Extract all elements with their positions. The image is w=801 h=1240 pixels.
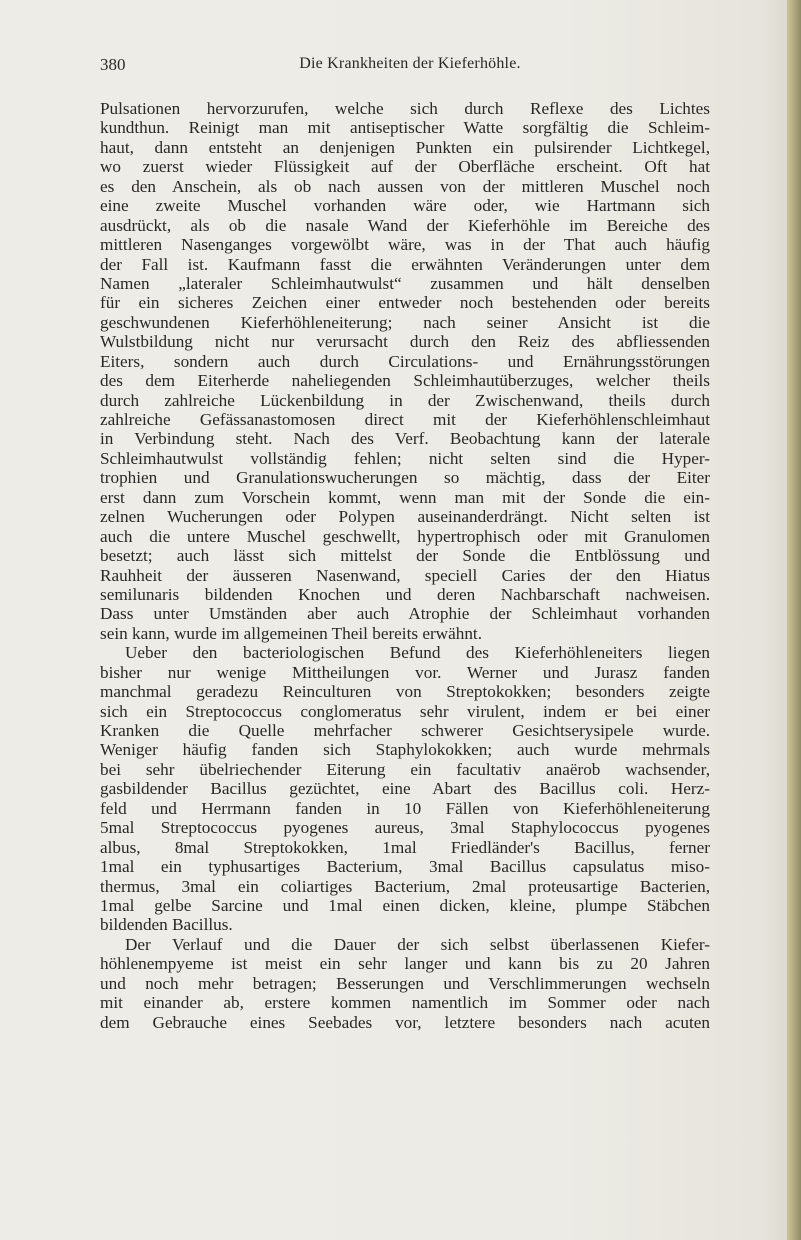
text-line: mittleren Nasenganges vorgewölbt wäre, was in der That auch häufig (100, 235, 710, 255)
text-line: geschwundenen Kieferhöhleneiterung; nach seiner Ansicht ist die (100, 312, 710, 332)
text-line: auch die untere Muschel geschwellt, hypertrophisch oder mit Granulomen (100, 526, 710, 546)
text-line: kundthun. Reinigt man mit antiseptischer Watte sorgfältig die Schleim- (100, 118, 710, 138)
text-line: es den Anschein, als ob nach aussen von der mittleren Muschel noch (100, 176, 710, 196)
text-line: Der Verlauf und die Dauer der sich selbst überlassenen Kiefer- (125, 934, 710, 954)
text-line: albus, 8mal Streptokokken, 1mal Friedländer's Bacillus, ferner (100, 837, 710, 857)
text-line: Namen „lateraler Schleimhautwulst“ zusammen und hält denselben (100, 273, 710, 293)
text-line: des dem Eiterherde naheliegenden Schleimhautüberzuges, welcher theils (100, 371, 710, 391)
text-line: thermus, 3mal ein coliartiges Bacterium, 2mal proteusartige Bacterien, (100, 876, 710, 896)
text-line: für ein sicheres Zeichen einer entweder noch bestehenden oder bereits (100, 293, 710, 313)
text-line: bisher nur wenige Mittheilungen vor. Werner und Jurasz fanden (100, 662, 710, 682)
text-line: trophien und Granulationswucherungen so mächtig, dass der Eiter (100, 468, 710, 488)
text-line: besetzt; auch lässt sich mittelst der Sonde die Entblössung und (100, 546, 710, 566)
text-line: Wulstbildung nicht nur verursacht durch den Reiz des abfliessenden (100, 332, 710, 352)
text-line: der Fall ist. Kaufmann fasst die erwähnten Veränderungen unter dem (100, 254, 710, 274)
page-header (100, 55, 720, 79)
text-line: 1mal gelbe Sarcine und 1mal einen dicken, kleine, plumpe Stäbchen (100, 895, 710, 915)
text-line: Ueber den bacteriologischen Befund des Kieferhöhleneiters liegen (125, 643, 710, 663)
text-line: in Verbindung steht. Nach des Verf. Beobachtung kann der laterale (100, 429, 710, 449)
text-line: Weniger häufig fanden sich Staphylokokken; auch wurde mehrmals (100, 740, 710, 760)
text-line: ausdrückt, als ob die nasale Wand der Kieferhöhle im Bereiche des (100, 215, 710, 235)
text-line: Schleimhautwulst vollständig fehlen; nicht selten sind die Hyper- (100, 448, 710, 468)
text-line: gasbildender Bacillus gezüchtet, eine Abart des Bacillus coli. Herz- (100, 779, 710, 799)
text-line: zahlreiche Gefässanastomosen direct mit der Kieferhöhlenschleimhaut (100, 410, 710, 429)
text-line: 5mal Streptococcus pyogenes aureus, 3mal Staphylococcus pyogenes (100, 818, 710, 838)
body-text (100, 99, 710, 1032)
text-line: sich ein Streptococcus conglomeratus sehr virulent, indem er bei einer (100, 701, 710, 721)
text-line: manchmal geradezu Reinculturen von Streptokokken; besonders zeigte (100, 682, 710, 702)
text-line: bei sehr übelriechender Eiterung ein facultativ anaërob wachsender, (100, 759, 710, 779)
text-line: durch zahlreiche Lückenbildung in der Zwischenwand, theils durch (100, 390, 710, 410)
text-line: Kranken die Quelle mehrfacher schwerer Gesichtserysipele wurde. (100, 721, 710, 740)
running-title: Die Krankheiten der Kieferhöhle. (299, 55, 521, 72)
text-line: und noch mehr betragen; Besserungen und Verschlimmerungen wechseln (100, 973, 710, 993)
text-line: Pulsationen hervorzurufen, welche sich durch Reflexe des Lichtes (100, 99, 710, 118)
text-line: zelnen Wucherungen oder Polypen auseinanderdrängt. Nicht selten ist (100, 507, 710, 527)
text-line: feld und Herrmann fanden in 10 Fällen von Kieferhöhleneiterung (100, 798, 710, 818)
text-line: sein kann, wurde im allgemeinen Theil bereits erwähnt. (100, 623, 482, 643)
text-line: haut, dann entsteht an denjenigen Punkten ein pulsirender Lichtkegel, (100, 137, 710, 157)
text-line: wo zuerst wieder Flüssigkeit auf der Oberfläche erscheint. Oft hat (100, 157, 710, 177)
text-line: dem Gebrauche eines Seebades vor, letztere besonders nach acuten (100, 1012, 710, 1032)
text-line: höhlenempyeme ist meist ein sehr langer und kann bis zu 20 Jahren (100, 954, 710, 974)
text-line: semilunaris bildenden Knochen und deren Nachbarschaft nachweisen. (100, 584, 710, 604)
text-line: eine zweite Muschel vorhanden wäre oder, wie Hartmann sich (100, 196, 710, 216)
text-line: mit einander ab, erstere kommen namentlich im Sommer oder nach (100, 993, 710, 1013)
text-line: Dass unter Umständen aber auch Atrophie der Schleimhaut vorhanden (100, 604, 710, 624)
text-line: Rauhheit der äusseren Nasenwand, speciell Caries der den Hiatus (100, 565, 710, 585)
text-line: erst dann zum Vorschein kommt, wenn man mit der Sonde die ein- (100, 487, 710, 507)
text-line: 1mal ein typhusartiges Bacterium, 3mal Bacillus capsulatus miso- (100, 857, 710, 877)
page-number: 380 (100, 55, 126, 74)
page-edge-shadow (787, 0, 801, 1240)
text-line: bildenden Bacillus. (100, 915, 233, 935)
text-line: Eiters, sondern auch durch Circulations- und Ernährungsstörungen (100, 351, 710, 371)
